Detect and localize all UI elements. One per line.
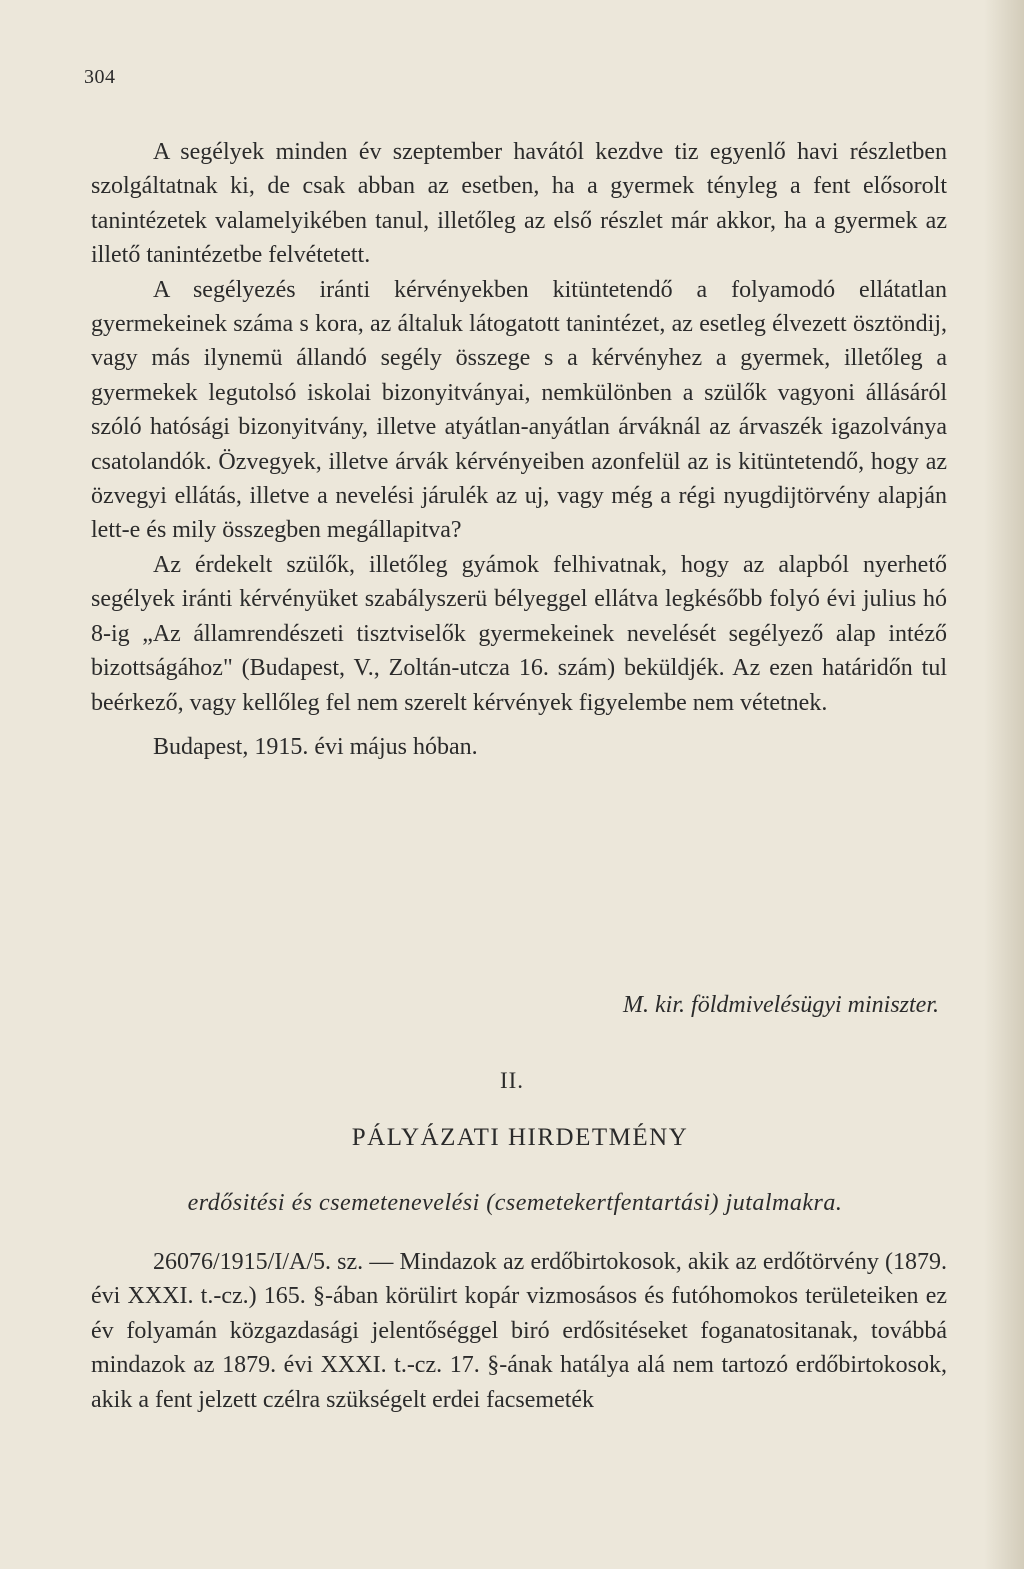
page-number: 304 [84,66,116,88]
paragraph-3: Az érdekelt szülők, illetőleg gyámok felhivatnak, hogy az alapból nyerhető segélyek iránti kérvényüket szabályszerü bélyeggel ellátva legkésőbb folyó évi julius hó 8-ig „Az államrendészeti tisztviselők gyermekeinek nevelését segélyező alap intéző bizottságához" (Budapest, V., Zoltán-utcza 16. szám) beküldjék. Az ezen határidőn tul beérkező, vagy kellőleg fel nem szerelt kérvények figyelembe nem vétetnek. [91,551,947,716]
section-subtitle: erdősitési és csemetenevelési (csemetekertfentartási) jutalmakra. [187,1190,843,1216]
section-body [91,1245,947,1417]
body-text [91,135,947,764]
section-number: II. [499,1068,525,1093]
paragraph-2: A segélyezés iránti kérvényekben kitüntetendő a folyamodó ellátatlan gyermekeinek száma s kora, az általuk látogatott tanintézet, az esetleg élvezett ösztöndij, vagy más ilynemü állandó segély összege s a kérvényhez a gyermek, illetőleg a gyermekek legutolsó iskolai bizonyitványai, nemkülönben a szülők vagyoni állásáról szóló hatósági bizonyitvány, illetve atyátlan-anyátlan árváknál az árvaszék igazolványa csatolandók. Özvegyek, illetve árvák kérvényeiben azonfelül az is kitüntetendő, hogy az özvegyi ellátás, illetve a nevelési járulék az uj, vagy még a régi nyugdijtörvény alapján lett-e és mily összegben megállapitva? [91,276,947,544]
date-line: Budapest, 1915. évi május hóban. [153,733,478,760]
section-paragraph: 26076/1915/I/A/5. sz. — Mindazok az erdőbirtokosok, akik az erdőtörvény (1879. évi XXXI. t.-cz.) 165. §-ában körülirt kopár vizmosásos és futóhomokos területeiken ez év folyamán közgazdasági jelentőséggel biró erdősitéseket foganatositanak, továbbá mindazok az 1879. évi XXXI. t.-cz. 17. §-ának hatálya alá nem tartozó erdőbirtokosok, akik a fent jelzett czélra szükségelt erdei facsemeték [91,1249,947,1413]
section-title: PÁLYÁZATI HIRDETMÉNY [351,1124,689,1151]
signature: M. kir. földmivelésügyi miniszter. [623,992,939,1018]
paragraph-1: A segélyek minden év szeptember havától kezdve tiz egyenlő havi részletben szolgáltatnak ki, de csak abban az esetben, ha a gyermek tényleg a fent elősorolt tanintézetek valamelyikében tanul, illetőleg az első részlet már akkor, ha a gyermek az illető tanintézetbe felvétetett. [91,139,947,269]
